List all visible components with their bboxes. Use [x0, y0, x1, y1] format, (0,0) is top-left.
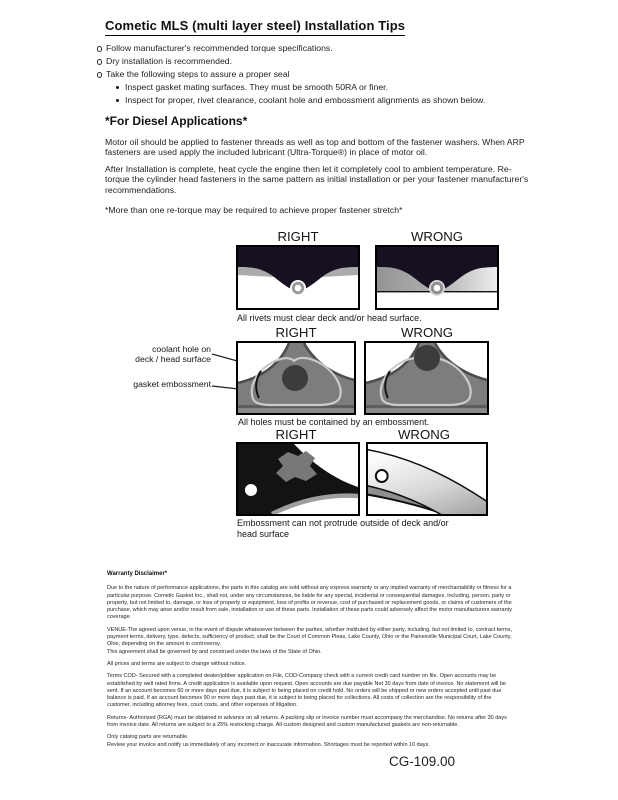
embossment-caption: All holes must be contained by an embossment. [238, 417, 430, 427]
bullet-item: Follow manufacturer's recommended torque specifications. [97, 42, 537, 55]
embossment-wrong-illustration [366, 343, 487, 413]
wrong-label: WRONG [400, 325, 453, 340]
diesel-paragraph-retorque: After Installation is complete, heat cycle the engine then let it completely cool to ambient temperature. Re-torque the cylinder head fasteners in the same pattern as initial installation or per your fastener manufacturer's recommendations. [105, 163, 529, 195]
rivet-caption: All rivets must clear deck and/or head surface. [237, 313, 422, 323]
diagram-protrusion-right [236, 442, 360, 516]
warranty-heading: Warranty Disclaimer* [107, 571, 168, 577]
warranty-paragraph-returns: Returns- Authorized (RGA) must be obtained in advance on all returns. A packing slip or invoice number must accompany the merchandise. No returns after 30 days from invoice date. All returns are subject to a 25% restocking charge. All custom designed and custom manufactured gaskets are non-returnable. [107, 714, 507, 729]
warranty-paragraph-terms: Terms COD- Secured with a completed dealer/jobber application on File, COD-Company check with a current credit card number on file. Open accounts may be established by well rated firms. A credit application is available upon request. Open accounts are due payable Net 30 days from date of invoice. No statement will be sent. If an account becomes 60 or more days past due, it is subject to being placed on credit hold. No orders will be shipped or new orders accepted until past due balance is paid. If an account becomes 90 or more days past due, it is subject to being placed for collections. All costs of collection are the responsibility of the customer, including attorney fees, court costs, and other expenses of litigation. [107, 673, 506, 709]
wrong-label: WRONG [410, 229, 463, 244]
bullet-item: Dry installation is recommended. [97, 55, 537, 68]
rivet-wrong-illustration [377, 247, 497, 308]
sub-bullet-item: Inspect gasket mating surfaces. They must be smooth 50RA or finer. [116, 81, 537, 94]
callout-gasket-embossment-label: gasket embossment [133, 379, 211, 389]
right-label: RIGHT [277, 229, 319, 244]
installation-tips-list [97, 42, 537, 107]
retorque-note: *More than one re-torque may be required to achieve proper fastener stretch* [105, 205, 403, 216]
diagram-embossment-right [236, 341, 356, 415]
warranty-paragraph: Due to the nature of performance applications, the parts in this catalog are sold without any express warranty or any implied warranty of merchantability or fitness for a particular purpose. Cometic Gasket Inc., shall not, under any circumstances, be liable for any special, incidental or consequential damages, including, person, party or property, but not limited to, damage, or loss of property or equipment, loss of profits or revenue, cost of purchased or replacement goods, or claims of customers of the purchase, which may arise and/or result from sale, installation or use of these parts. Installation of these parts could adversely affect the motor manufacturers warranty coverage. [107, 585, 512, 621]
doc-number: CG-109.00 [389, 754, 456, 769]
diagram-protrusion-wrong [366, 442, 488, 516]
warranty-paragraph-prices: All prices and terms are subject to change without notice. [107, 660, 247, 667]
warranty-paragraph-catalog-parts: Only catalog parts are returnable. [107, 734, 189, 741]
warranty-disclaimer-section [107, 571, 513, 754]
protrusion-right-illustration [238, 444, 358, 514]
warranty-paragraph-venue: VENUE-The agreed upon venue, in the event of dispute whatsoever between the parties, whether instituted by either party, including, but not limited to, contract terms, payment terms, delivery, type, defects, sufficiency of product, shall be the Court of Common Pleas, Lake County, Ohio or the Painesville Municipal Court, Lake County, Ohio, depending on the amount in controversy. [107, 626, 512, 648]
protrusion-wrong-illustration [368, 444, 486, 514]
rivet-right-illustration [238, 247, 358, 308]
wrong-label: WRONG [397, 427, 450, 442]
right-label: RIGHT [275, 325, 317, 340]
diagram-rivet-right [236, 245, 360, 310]
warranty-paragraph-governing-law: This agreement shall be governed by and construed under the laws of the State of Ohio. [107, 648, 322, 655]
warranty-paragraph-invoice: Review your invoice and notify us immediately of any incorrect or inaccurate information. Shortages must be reported within 10 days. [107, 741, 430, 748]
diesel-applications-section [105, 114, 529, 221]
callout-coolant-hole-label: coolant hole on deck / head surface [135, 344, 211, 364]
diesel-heading: *For Diesel Applications* [105, 114, 248, 128]
diesel-paragraph-oil: Motor oil should be applied to fastener threads as well as top and bottom of the fastener washers. When ARP fasteners are used apply the included lubricant (Ultra-Torque®) in place of motor oil. [105, 137, 525, 158]
diagram-rivet-wrong [375, 245, 499, 310]
sub-bullet-item: Inspect for proper, rivet clearance, coolant hole and embossment alignments as shown below. [116, 94, 537, 107]
page-title: Cometic MLS (multi layer steel) Installation Tips [105, 18, 405, 36]
diagram-embossment-wrong [364, 341, 489, 415]
right-label: RIGHT [275, 427, 317, 442]
protrusion-caption: Embossment can not protrude outside of deck and/or head surface [237, 518, 449, 539]
embossment-right-illustration [238, 343, 354, 413]
bullet-item: Take the following steps to assure a proper seal [97, 68, 537, 81]
